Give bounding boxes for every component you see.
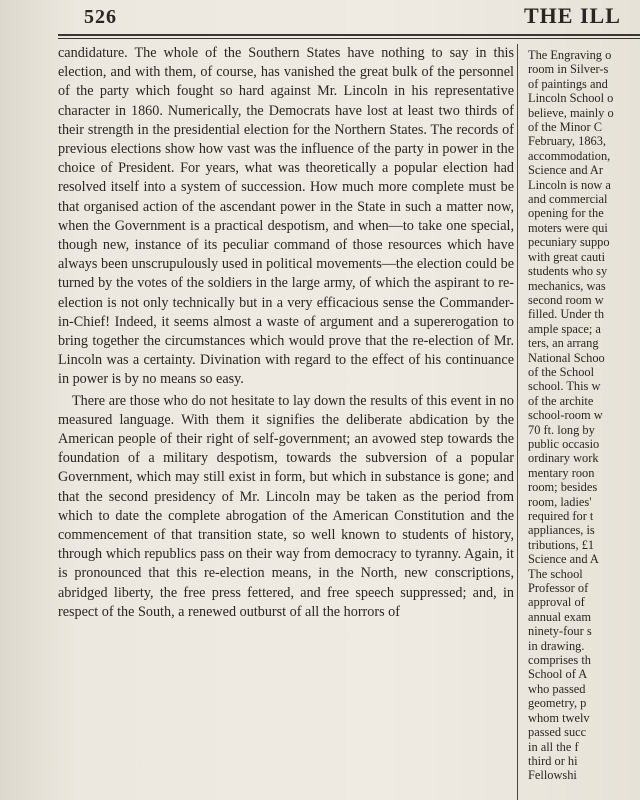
side-column-line: ample space; a [528, 321, 601, 336]
side-column-line: tributions, £1 [528, 537, 595, 552]
side-column-line: mentary roon [528, 465, 595, 480]
side-column-line: of paintings and [528, 76, 608, 91]
side-column-line: of the archite [528, 393, 594, 408]
side-column-line: whom twelv [528, 710, 590, 725]
side-column-line: of the School [528, 364, 595, 379]
column-divider [517, 44, 518, 800]
side-column-line: ordinary work [528, 451, 599, 466]
side-column-line: room, ladies' [528, 494, 592, 509]
side-column-line: public occasio [528, 436, 600, 451]
header-rule [58, 34, 640, 36]
page-number: 526 [84, 6, 117, 28]
side-column-line: passed succ [528, 725, 587, 740]
side-column-line: who passed [528, 681, 586, 696]
side-column-line: filled. Under th [528, 307, 605, 322]
side-column-line: with great cauti [528, 249, 606, 264]
side-column-line: February, 1863, [528, 134, 606, 149]
side-column-line: ninety-four s [528, 624, 592, 639]
side-column-line: third or hi [528, 753, 578, 768]
side-column-line: pecuniary suppo [528, 235, 610, 250]
side-column-line: school-room w [528, 408, 603, 423]
side-column-line: school. This w [528, 379, 601, 394]
side-column-line: National Schoo [528, 350, 605, 365]
side-column-line: 70 ft. long by [528, 422, 595, 437]
side-column-line: Science and A [528, 552, 599, 567]
side-column-line: geometry, p [528, 696, 587, 711]
header-rule-thin [58, 38, 640, 39]
article-paragraph: There are those who do not hesitate to lay down the results of this event in no measured language. With them it signifies the deliberate abdication by the American people of their right of self-government; an avowed step towards the foundation of a military despotism, towards the subversion of a popular Government, which may still exist in form, but which in substance is gone; and that the second presidency of Mr. Lincoln may be taken as the period from which to date the complete abrogation of the American Constitution and the commencement of that transition state, so well known to students of history, through which republics pass on their way from democracy to tyranny. Again, it is pronounced that this re-election means, in the North, new conscriptions, abridged liberty, the free press fettered, and free speech suppressed; and, in respect of the South, a renewed outburst of all the horrors of [58, 392, 514, 620]
side-column-line: opening for the [528, 206, 604, 221]
side-column-line: The school [528, 566, 583, 581]
side-column-line: in drawing. [528, 638, 585, 653]
side-column-line: Lincoln School o [528, 91, 614, 106]
side-column-line: believe, mainly o [528, 105, 614, 120]
side-article-column [528, 48, 640, 800]
main-article-column [58, 44, 514, 622]
article-paragraph: candidature. The whole of the Southern States have nothing to say in this election, and with them, of course, has vanished the great bulk of the personnel of the party which fought so hard against Mr. Lincoln in his representative character in 1860. Numerically, the Democrats have lost at least two thirds of their strength in the presidential election for the Northern States. The records of previous elections show how vast was the influence of the party in power in the choice of President. For years, what was theoretically a popular election had resolved itself into a system of succession. How much more complete must be that organised action of the ascendant power in the State in such a matter now, when the Government is a practical despotism, and when—to take one special, though new, instance of its peculiar command of those resources which have always been unscrupulously used in political movements—the election could be turned by the votes of the soldiers in the large army, of which the aspirant to re-election is not only technically but in a very efficacious sense the Commander-in-Chief! Indeed, it seems almost a waste of argument and a supererogation to bring together the circumstances which would prove that the re-election of Mr. Lincoln was a certainty. Divination with regard to the effect of his continuance in power is by no means so easy. [58, 45, 514, 388]
side-column-line: room in Silver-s [528, 62, 609, 77]
side-column-line: accommodation, [528, 148, 611, 163]
side-column-line: in all the f [528, 739, 579, 754]
side-column-line: approval of [528, 595, 585, 610]
side-column-line: room; besides [528, 480, 598, 495]
side-column-line: ters, an arrang [528, 336, 599, 351]
side-column-line: Professor of [528, 581, 589, 596]
side-column-line: Lincoln is now a [528, 177, 611, 192]
side-column-line: Science and Ar [528, 163, 604, 178]
side-column-line: School of A [528, 667, 588, 682]
side-column-line: second room w [528, 292, 604, 307]
side-column-line: students who sy [528, 264, 608, 279]
side-column-line: required for t [528, 509, 594, 523]
side-column-line: moters were qui [528, 220, 608, 235]
side-column-line: The Engraving o [528, 48, 612, 62]
side-column-line: mechanics, was [528, 278, 606, 293]
side-column-line: annual exam [528, 609, 591, 624]
running-head: THE ILL [524, 3, 621, 28]
side-column-line: and commercial [528, 192, 608, 207]
side-column-line: appliances, is [528, 523, 595, 538]
side-column-line: of the Minor C [528, 120, 602, 135]
side-column-line: Fellowshi [528, 768, 577, 783]
side-column-line: comprises th [528, 653, 591, 668]
